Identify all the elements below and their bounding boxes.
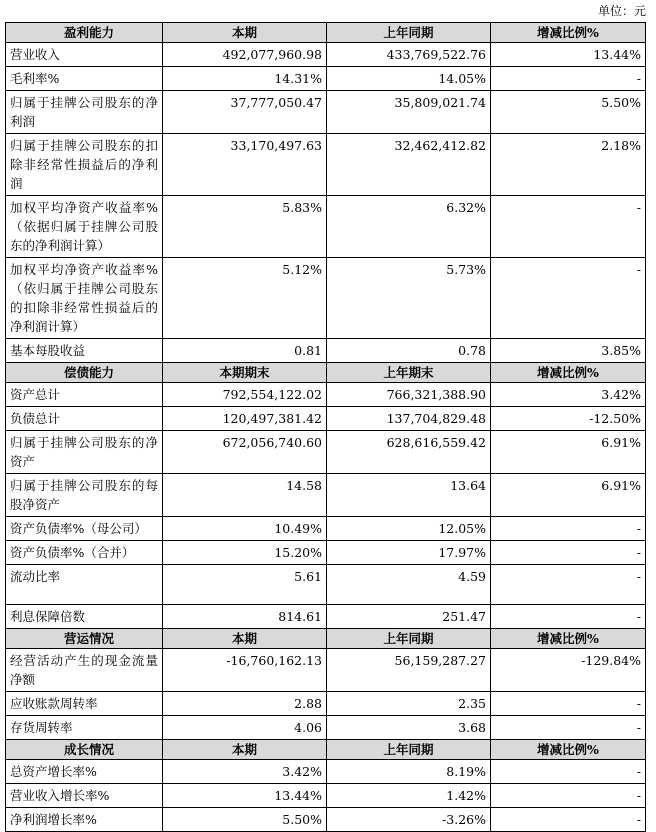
table-body	[6, 23, 646, 832]
cell-change: 3.85%	[491, 339, 646, 363]
column-header: 本期	[163, 23, 327, 43]
cell-prior: 13.64	[327, 474, 491, 517]
cell-prior: 32,462,412.82	[327, 134, 491, 196]
cell-prior: 1.42%	[327, 784, 491, 808]
row-label: 基本每股收益	[6, 339, 163, 363]
table-row	[6, 716, 646, 740]
row-label: 存货周转率	[6, 716, 163, 740]
row-label: 资产负债率%（合并）	[6, 541, 163, 565]
column-header: 上年期末	[327, 363, 491, 383]
cell-change: 2.18%	[491, 134, 646, 196]
cell-current: 792,554,122.02	[163, 383, 327, 407]
cell-change: -	[491, 784, 646, 808]
cell-current: 13.44%	[163, 784, 327, 808]
column-header: 上年同期	[327, 629, 491, 649]
cell-current: 33,170,497.63	[163, 134, 327, 196]
table-row	[6, 339, 646, 363]
column-header: 上年同期	[327, 740, 491, 760]
cell-prior: 17.97%	[327, 541, 491, 565]
cell-change: 3.42%	[491, 383, 646, 407]
cell-prior: 3.68	[327, 716, 491, 740]
row-label: 毛利率%	[6, 67, 163, 91]
table-row	[6, 431, 646, 474]
row-label: 利息保障倍数	[6, 605, 163, 629]
row-label: 归属于挂牌公司股东的净资产	[6, 431, 163, 474]
cell-prior: 628,616,559.42	[327, 431, 491, 474]
section-header-row	[6, 23, 646, 43]
cell-prior: 2.35	[327, 692, 491, 716]
cell-prior: 4.59	[327, 565, 491, 605]
row-label: 负债总计	[6, 407, 163, 431]
cell-change: -	[491, 605, 646, 629]
cell-change: -	[491, 808, 646, 832]
cell-change: -129.84%	[491, 649, 646, 692]
cell-change: -	[491, 541, 646, 565]
cell-change: 13.44%	[491, 43, 646, 67]
cell-change: -	[491, 196, 646, 258]
cell-current: 120,497,381.42	[163, 407, 327, 431]
cell-current: 37,777,050.47	[163, 91, 327, 134]
cell-prior: 14.05%	[327, 67, 491, 91]
column-header: 本期	[163, 740, 327, 760]
cell-prior: 56,159,287.27	[327, 649, 491, 692]
cell-prior: 6.32%	[327, 196, 491, 258]
cell-current: 5.50%	[163, 808, 327, 832]
column-header: 本期	[163, 629, 327, 649]
cell-change: 6.91%	[491, 474, 646, 517]
cell-prior: -3.26%	[327, 808, 491, 832]
table-row	[6, 565, 646, 605]
cell-current: 4.06	[163, 716, 327, 740]
cell-prior: 35,809,021.74	[327, 91, 491, 134]
row-label: 资产总计	[6, 383, 163, 407]
table-row	[6, 196, 646, 258]
row-label: 总资产增长率%	[6, 760, 163, 784]
column-header: 增减比例%	[491, 629, 646, 649]
cell-change: -	[491, 565, 646, 605]
cell-change: -12.50%	[491, 407, 646, 431]
table-row	[6, 43, 646, 67]
table-row	[6, 808, 646, 832]
cell-change: -	[491, 760, 646, 784]
table-row	[6, 407, 646, 431]
cell-current: 14.31%	[163, 67, 327, 91]
cell-change: -	[491, 67, 646, 91]
row-label: 归属于挂牌公司股东的净利润	[6, 91, 163, 134]
row-label: 资产负债率%（母公司）	[6, 517, 163, 541]
row-label: 流动比率	[6, 565, 163, 605]
table-row	[6, 67, 646, 91]
cell-prior: 766,321,388.90	[327, 383, 491, 407]
row-label: 归属于挂牌公司股东的每股净资产	[6, 474, 163, 517]
row-label: 加权平均净资产收益率%（依据归属于挂牌公司股东的净利润计算）	[6, 196, 163, 258]
row-label: 归属于挂牌公司股东的扣除非经常性损益后的净利润	[6, 134, 163, 196]
cell-prior: 251.47	[327, 605, 491, 629]
row-label: 经营活动产生的现金流量净额	[6, 649, 163, 692]
cell-current: 10.49%	[163, 517, 327, 541]
table-row	[6, 91, 646, 134]
cell-change: 6.91%	[491, 431, 646, 474]
cell-current: 5.83%	[163, 196, 327, 258]
cell-prior: 8.19%	[327, 760, 491, 784]
section-header-row	[6, 363, 646, 383]
table-row	[6, 134, 646, 196]
cell-current: 3.42%	[163, 760, 327, 784]
cell-change: 5.50%	[491, 91, 646, 134]
column-header: 本期期末	[163, 363, 327, 383]
cell-current: 2.88	[163, 692, 327, 716]
cell-current: 672,056,740.60	[163, 431, 327, 474]
table-row	[6, 541, 646, 565]
column-header: 盈利能力	[6, 23, 163, 43]
unit-label: 单位：元	[597, 4, 646, 18]
row-label: 净利润增长率%	[6, 808, 163, 832]
cell-change: -	[491, 716, 646, 740]
cell-change: -	[491, 258, 646, 339]
cell-prior: 5.73%	[327, 258, 491, 339]
column-header: 增减比例%	[491, 740, 646, 760]
cell-current: 14.58	[163, 474, 327, 517]
column-header: 营运情况	[6, 629, 163, 649]
cell-current: 0.81	[163, 339, 327, 363]
table-row	[6, 517, 646, 541]
section-header-row	[6, 629, 646, 649]
table-row	[6, 605, 646, 629]
table-row	[6, 383, 646, 407]
table-row	[6, 760, 646, 784]
cell-current: 5.12%	[163, 258, 327, 339]
row-label: 营业收入增长率%	[6, 784, 163, 808]
table-row	[6, 649, 646, 692]
table-row	[6, 692, 646, 716]
cell-prior: 137,704,829.48	[327, 407, 491, 431]
cell-change: -	[491, 517, 646, 541]
cell-current: -16,760,162.13	[163, 649, 327, 692]
row-label: 加权平均净资产收益率%（依归属于挂牌公司股东的扣除非经常性损益后的净利润计算）	[6, 258, 163, 339]
column-header: 上年同期	[327, 23, 491, 43]
cell-prior: 12.05%	[327, 517, 491, 541]
cell-current: 5.61	[163, 565, 327, 605]
column-header: 增减比例%	[491, 23, 646, 43]
cell-current: 492,077,960.98	[163, 43, 327, 67]
section-header-row	[6, 740, 646, 760]
cell-current: 15.20%	[163, 541, 327, 565]
table-row	[6, 784, 646, 808]
column-header: 增减比例%	[491, 363, 646, 383]
column-header: 偿债能力	[6, 363, 163, 383]
cell-prior: 0.78	[327, 339, 491, 363]
financial-indicators-table	[5, 22, 646, 832]
table-row	[6, 474, 646, 517]
column-header: 成长情况	[6, 740, 163, 760]
row-label: 应收账款周转率	[6, 692, 163, 716]
cell-change: -	[491, 692, 646, 716]
table-row	[6, 258, 646, 339]
cell-current: 814.61	[163, 605, 327, 629]
cell-prior: 433,769,522.76	[327, 43, 491, 67]
row-label: 营业收入	[6, 43, 163, 67]
